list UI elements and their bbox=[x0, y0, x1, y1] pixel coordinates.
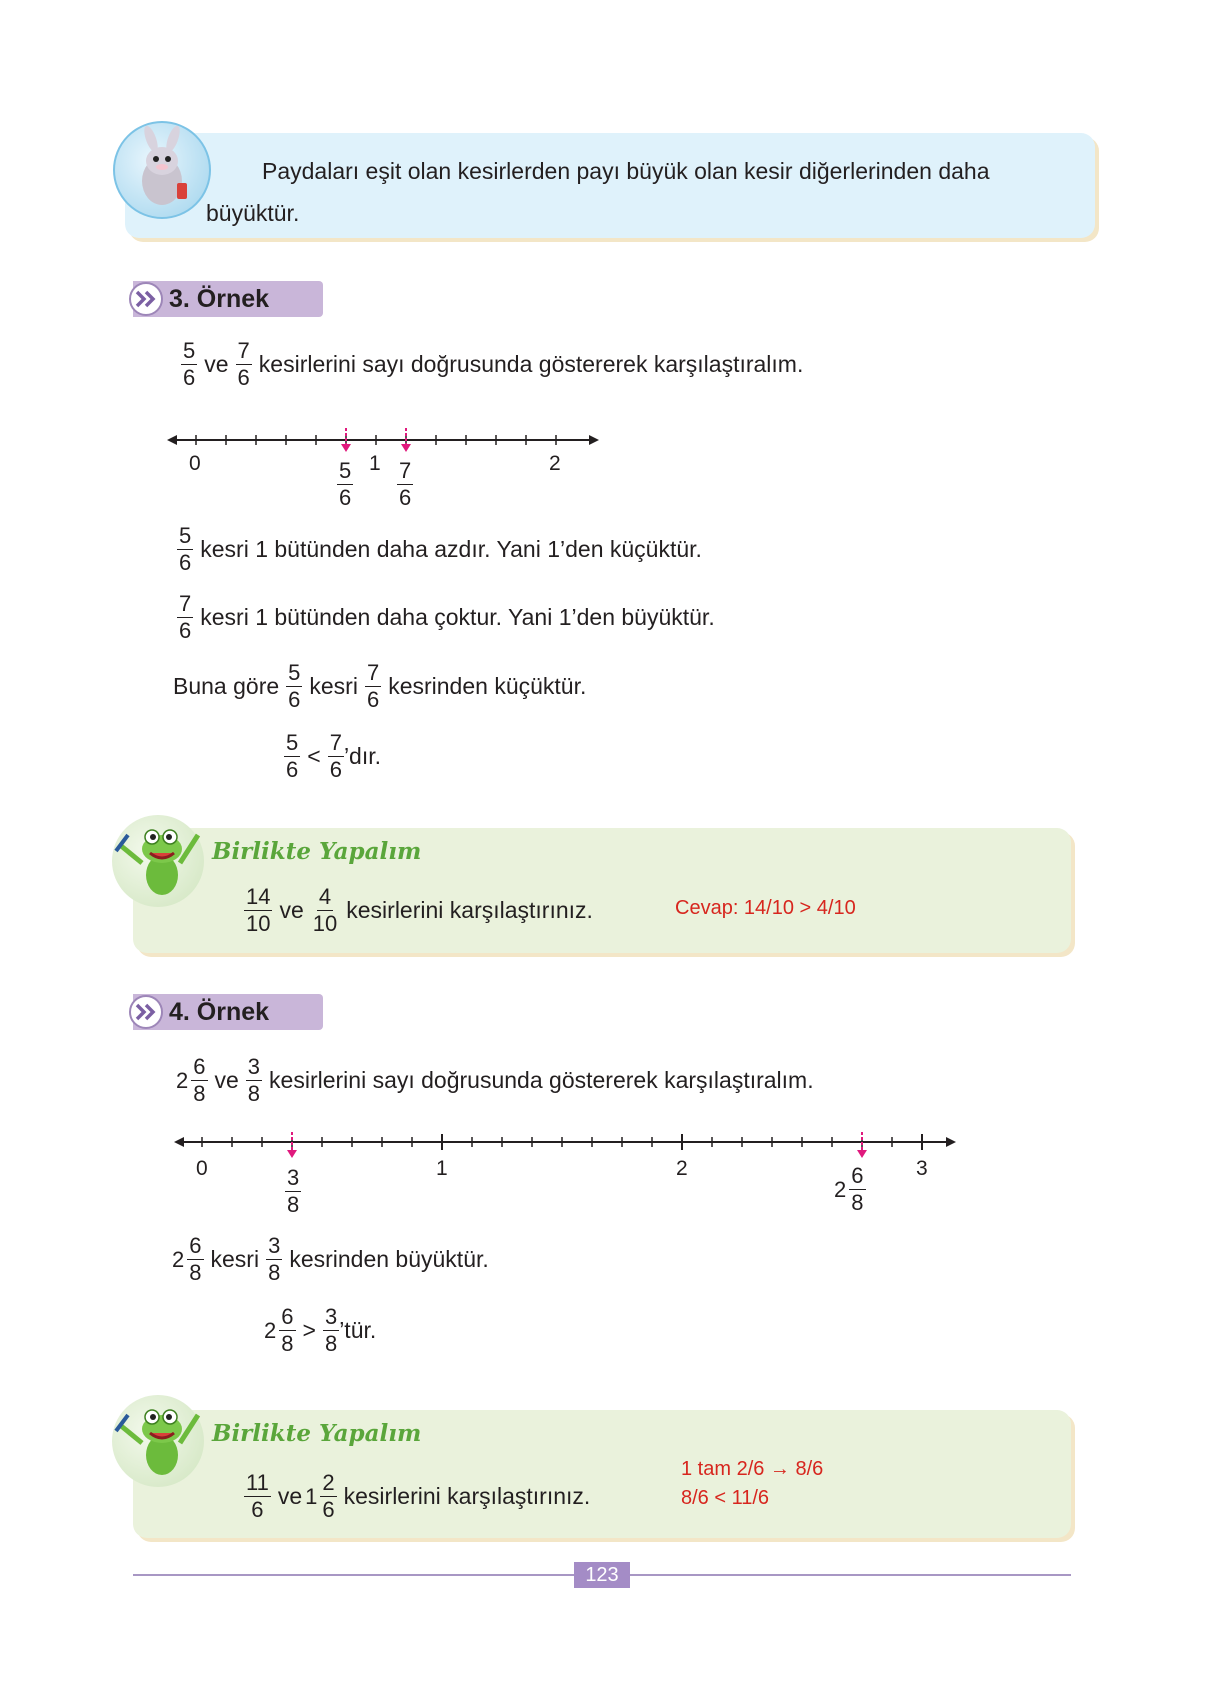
marker-arrow-2-6-8 bbox=[857, 1132, 867, 1158]
double-chevron-icon bbox=[129, 995, 163, 1029]
together1-answer: Cevap: 14/10 > 4/10 bbox=[675, 897, 856, 919]
marker-arrow-3-8 bbox=[287, 1132, 297, 1158]
tick-label-1: 1 bbox=[436, 1157, 448, 1180]
example3-statement-3: Buna göre $\frac{5}{6}$ kesri $\frac{7}{6}$ kesrinden küçüktür. bbox=[173, 660, 587, 712]
together1-title: Birlikte Yapalım bbox=[212, 838, 422, 865]
example4-result: 2 $\frac{6}{8}$ > $\frac{3}{8}$ ’tür. bbox=[264, 1304, 377, 1356]
marker-label-5-6: $\frac{5}{6}$ bbox=[339, 458, 352, 510]
example3-result: $\frac{5}{6}$ < $\frac{7}{6}$ ’dır. bbox=[286, 730, 382, 782]
together1-question: $\frac{14}{10}$ ve $\frac{4}{10}$ kesirlerini karşılaştırınız. bbox=[246, 884, 593, 936]
together2-answer-line1: 1 tam 2/6 → 8/6 bbox=[681, 1458, 824, 1480]
page-number: 123 bbox=[574, 1562, 630, 1588]
fraction: $\frac{7}{6}$ bbox=[237, 338, 250, 390]
frog-mascot-icon bbox=[112, 815, 204, 907]
info-text-line2: büyüktür. bbox=[206, 200, 300, 226]
together2-title: Birlikte Yapalım bbox=[212, 1420, 422, 1447]
rabbit-mascot-icon bbox=[113, 121, 211, 219]
tick-label-0: 0 bbox=[189, 452, 201, 475]
example4-title: 4. Örnek bbox=[169, 997, 270, 1026]
marker-label-2-6-8: 2 $\frac{6}{8}$ bbox=[834, 1163, 864, 1215]
number-line-1 bbox=[165, 428, 605, 528]
example4-tag bbox=[133, 994, 323, 1030]
fraction: $\frac{5}{6}$ bbox=[183, 338, 196, 390]
together2-answer-line2: 8/6 < 11/6 bbox=[681, 1487, 770, 1509]
example4-statement: 2 $\frac{6}{8}$ kesri $\frac{3}{8}$ kesrinden büyüktür. bbox=[172, 1233, 489, 1285]
tick-label-1: 1 bbox=[369, 452, 381, 475]
tick-label-3: 3 bbox=[916, 1157, 928, 1180]
example3-statement-1: $\frac{5}{6}$ kesri 1 bütünden daha azdır. Yani 1’den küçüktür. bbox=[179, 523, 702, 575]
example3-intro: $\frac{5}{6}$ ve $\frac{7}{6}$ kesirlerini sayı doğrusunda göstererek karşılaştıralım. bbox=[183, 338, 804, 390]
marker-label-3-8: $\frac{3}{8}$ bbox=[287, 1165, 300, 1217]
marker-label-7-6: $\frac{7}{6}$ bbox=[399, 458, 412, 510]
together2-question: $\frac{11}{6}$ ve 1 $\frac{2}{6}$ kesirlerini karşılaştırınız. bbox=[246, 1470, 591, 1522]
example3-title: 3. Örnek bbox=[169, 284, 270, 313]
double-chevron-icon bbox=[129, 282, 163, 316]
tick-label-2: 2 bbox=[549, 452, 561, 475]
tick-label-0: 0 bbox=[196, 1157, 208, 1180]
example3-statement-2: $\frac{7}{6}$ kesri 1 bütünden daha çoktur. Yani 1’den büyüktür. bbox=[179, 591, 715, 643]
info-text-line1: Paydaları eşit olan kesirlerden payı büyük olan kesir diğerlerinden daha bbox=[262, 158, 990, 184]
example4-intro: 2 $\frac{6}{8}$ ve $\frac{3}{8}$ kesirlerini sayı doğrusunda göstererek karşılaştıralım. bbox=[176, 1054, 814, 1106]
tick-label-2: 2 bbox=[676, 1157, 688, 1180]
info-text bbox=[206, 150, 1080, 234]
example3-tag bbox=[133, 281, 323, 317]
frog-mascot-icon bbox=[112, 1395, 204, 1487]
